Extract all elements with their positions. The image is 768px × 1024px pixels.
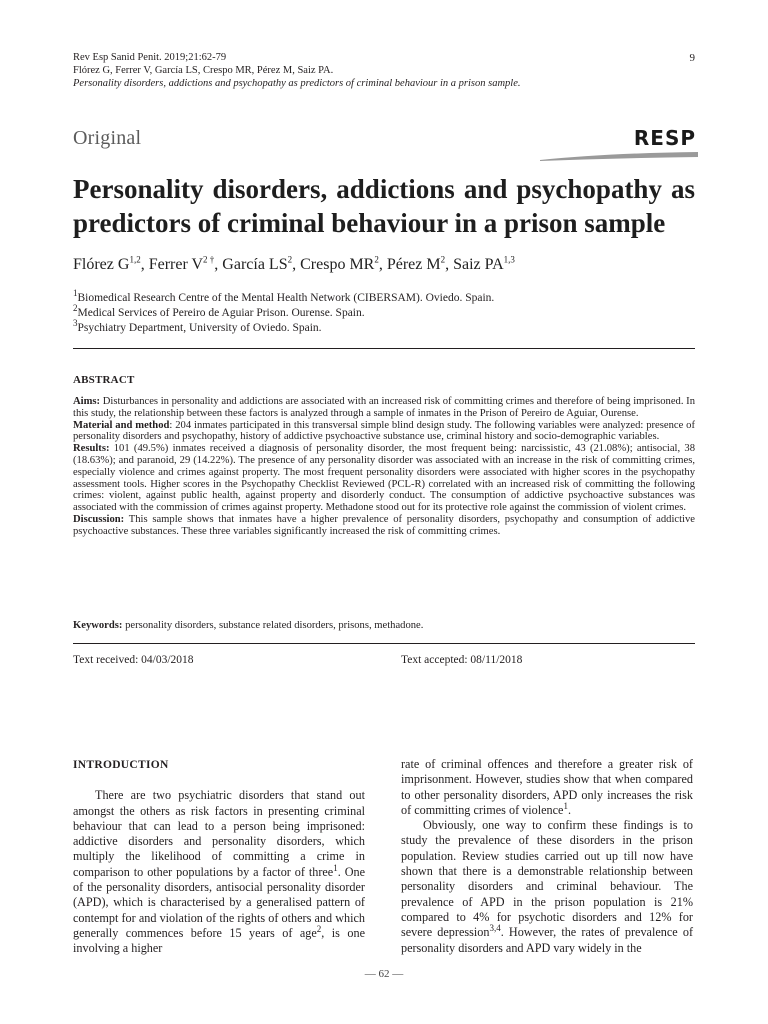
journal-reference: Rev Esp Sanid Penit. 2019;21:62-79 <box>73 52 227 63</box>
intro-paragraph: Obviously, one way to confirm these findings is to study the prevalence of these disorders in the prison population. Review studies carried out up till now have shown that there is a demonstrable relationship between personality disorders and criminal behaviour. The prevalence of APD in the prison population is 21% compared to 4% for psychotic disorders and 12% for severe depression$^{3,4}$. However, the rates of prevalence of personality disorders and APD vary widely in the <box>401 818 694 955</box>
footer-page-number: — 62 — <box>364 968 404 980</box>
affiliation: $^3$Psychiatry Department, University of Oviedo. Spain. <box>73 318 322 334</box>
divider-top <box>73 348 695 349</box>
author: Ferrer $V^{2 \dagger}$, <box>148 254 223 273</box>
introduction-heading: INTRODUCTION <box>73 759 169 771</box>
abstract-body <box>73 396 695 538</box>
running-authors: Flórez G, Ferrer V, García LS, Crespo MR, Pérez M, Saiz PA. <box>73 65 334 76</box>
author: Flórez G$^{1,2}$, <box>73 254 149 273</box>
affiliation: $^1$Biomedical Research Centre of the Mental Health Network (CIBERSAM). Oviedo. Spain. <box>73 288 495 304</box>
affiliation: $^2$Medical Services of Pereiro de Aguiar Prison. Ourense. Spain. <box>73 303 365 319</box>
citation: 2 <box>316 923 322 934</box>
author: Pérez $M^2$, <box>386 254 454 273</box>
section-label: Original <box>73 127 142 149</box>
date-accepted: Text accepted: 08/11/2018 <box>401 654 523 666</box>
citation: 1 <box>563 800 568 811</box>
abstract-method: Material and method: 204 inmates participated in this transversal simple blind design study. The following variables were analyzed: presence of personality disorders and psychopathy, history of addictive psychoactive substance use, criminal history and socio-demographic variables. <box>73 419 695 443</box>
journal-logo-text: RESP <box>633 126 696 150</box>
divider-bottom <box>73 643 695 644</box>
author: Saiz PA$^{1,3}$ <box>453 254 515 273</box>
citation: 3,4 <box>489 923 501 934</box>
author: García $LS^2$, <box>222 254 301 273</box>
intro-paragraph: There are two psychiatric disorders that stand out amongst the others as risk factors in presenting criminal behaviour that can lead to a person being imprisoned: addictive disorders and personality disorders, which multiply the likelihood of committing a crime in comparison to other populations by a factor of three$^1$. One of the personality disorders, antisocial personality disorder (APD), which is characterised by a generalised pattern of contempt for and violation of the rights of others and which generally commences before 15 years of age$^2$, is one involving a higher <box>73 788 365 956</box>
header-page-number: 9 <box>689 52 695 64</box>
author-list <box>73 256 515 274</box>
body-column-right <box>401 757 693 956</box>
abstract-aims: Aims: Disturbances in personality and addictions are associated with an increased risk of committing crimes and therefore of being imprisoned. In this study, the relationship between these factors is analyzed through a sample of inmates in the Prison of Pereiro de Aguiar, Ourense. <box>73 396 695 419</box>
author: Crespo $MR^2$, <box>300 254 387 273</box>
article-title: Personality disorders, addictions and psychopathy as predictors of criminal behaviour in a prison sample <box>73 174 695 238</box>
intro-paragraph-continued: rate of criminal offences and therefore a greater risk of imprisonment. However, studies show that when compared to other personality disorders, APD only increases the risk of committing crimes of violence$^1$. <box>401 757 693 817</box>
body-column-left <box>73 758 365 957</box>
running-title: Personality disorders, addictions and psychopathy as predictors of criminal behaviour in a prison sample. <box>73 78 521 89</box>
keywords: Keywords: personality disorders, substance related disorders, prisons, methadone. <box>73 620 424 631</box>
citation: 1 <box>333 862 338 873</box>
date-received: Text received: 04/03/2018 <box>73 654 194 666</box>
abstract-discussion: Discussion: This sample shows that inmates have a higher prevalence of personality disorders, psychopathy and consumption of addictive psychoactive substances. These three variables significantly increased the risk of committing crimes. <box>73 513 695 537</box>
abstract-heading: ABSTRACT <box>73 374 135 386</box>
affiliations <box>73 288 495 336</box>
abstract-results: Results: 101 (49.5%) inmates received a diagnosis of personality disorder, the most frequent being: narcissistic, 43 (21.08%); antisocial, 38 (18.63%); and paranoid, 29 (14.22%). The presence of any personality disorder was associated with an increase in the risk of committing crimes, especially violence and crimes against property. The most frequent personality disorders were associated with higher scores in the psychopathy assessment tools. Higher scores in the Psychopathy Checklist Reviewed (PCL-R) correlated with an increased risk of committing the following crimes: violent, against public health, against property and disorderly conduct. The consumption of addictive psychoactive substances was associated with the commission of crimes against property. Methadone stood out for its protective role against the commission of violent crimes. <box>73 443 695 514</box>
journal-logo <box>540 124 700 166</box>
